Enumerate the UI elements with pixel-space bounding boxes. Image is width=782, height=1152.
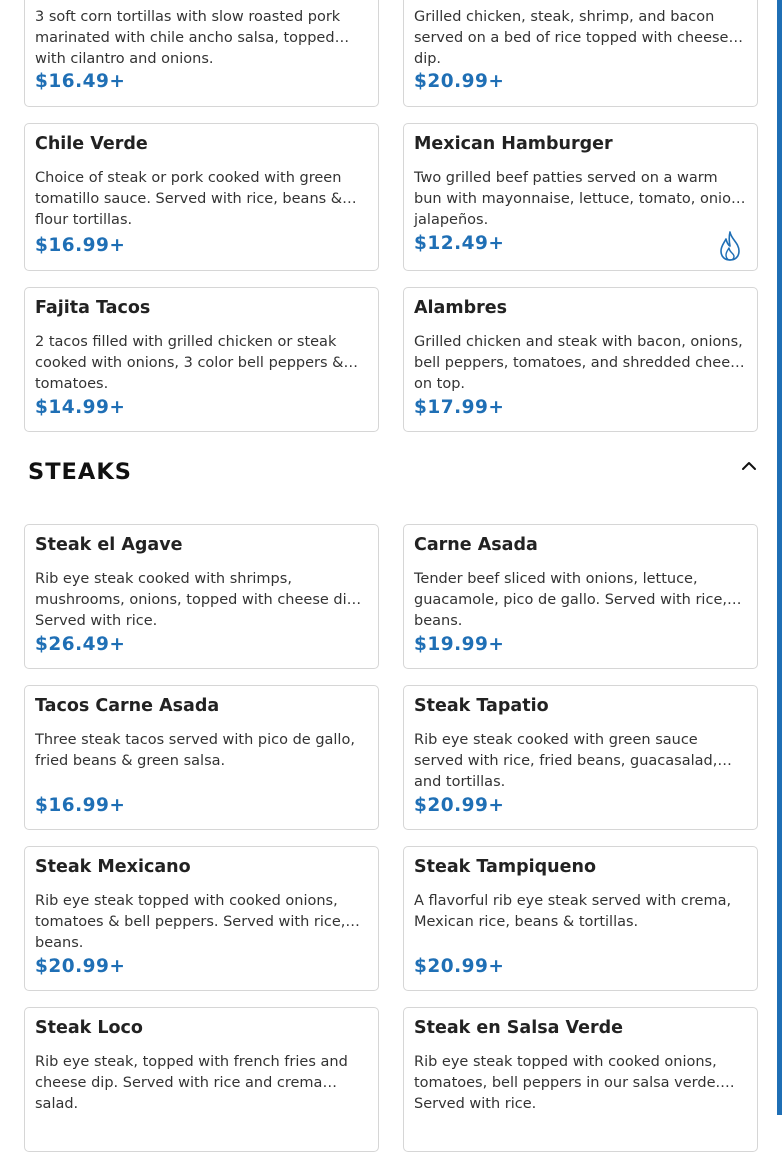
item-description: Two grilled beef patties served on a warm bun with mayonnaise, lettuce, tomato, onion, jalapeños. <box>414 170 745 228</box>
item-description: Choice of steak or pork cooked with green tomatillo sauce. Served with rice, beans & flour tortillas. <box>35 170 343 228</box>
menu-item-card[interactable] <box>403 846 758 991</box>
scrollbar[interactable] <box>777 0 782 1115</box>
item-name: Chile Verde <box>35 134 148 154</box>
menu-item-card[interactable] <box>24 846 379 991</box>
menu-item-card[interactable] <box>24 0 379 107</box>
item-price: $20.99+ <box>35 956 126 977</box>
item-name: Fajita Tacos <box>35 298 151 318</box>
item-description: Rib eye steak topped with cooked onions, tomatoes & bell peppers. Served with rice, beans. <box>35 893 346 951</box>
item-name: Steak el Agave <box>35 535 183 555</box>
item-price: $20.99+ <box>414 795 505 816</box>
item-name: Alambres <box>414 298 508 318</box>
menu-item-card[interactable] <box>403 524 758 669</box>
item-description: Rib eye steak cooked with green sauce served with rice, fried beans, guacasalad, and tortillas. <box>414 732 718 790</box>
item-price: $16.99+ <box>35 795 126 816</box>
menu-item-card[interactable] <box>24 1007 379 1152</box>
item-price: $16.99+ <box>35 235 126 256</box>
item-name: Tacos Carne Asada <box>35 696 220 716</box>
item-name: Steak Tampiqueno <box>414 857 596 877</box>
item-price: $20.99+ <box>414 956 505 977</box>
item-name: Carne Asada <box>414 535 538 555</box>
item-name: Steak Loco <box>35 1018 143 1038</box>
section-title: STEAKS <box>28 459 132 485</box>
menu-item-card[interactable] <box>403 0 758 107</box>
item-description: Grilled chicken and steak with bacon, onions, bell peppers, tomatoes, and shredded cheese on top. <box>414 334 747 392</box>
item-name: Steak Tapatio <box>414 696 549 716</box>
item-description: Rib eye steak, topped with french fries and cheese dip. Served with rice and crema salad. <box>35 1054 348 1112</box>
item-name: Steak Mexicano <box>35 857 191 877</box>
item-price: $12.49+ <box>414 233 505 254</box>
item-description: Rib eye steak topped with cooked onions, tomatoes, bell peppers in our salsa verde. Served with rice. <box>414 1054 721 1112</box>
item-description: Tender beef sliced with onions, lettuce, guacamole, pico de gallo. Served with rice, beans. <box>414 571 727 629</box>
item-price: $20.99+ <box>414 71 505 92</box>
item-price: $14.99+ <box>35 397 126 418</box>
item-price: $17.99+ <box>414 397 505 418</box>
menu-item-card[interactable] <box>403 123 758 271</box>
item-price: $19.99+ <box>414 634 505 655</box>
menu-item-card[interactable] <box>24 123 379 271</box>
menu-item-card[interactable] <box>403 287 758 432</box>
item-description: A flavorful rib eye steak served with crema, Mexican rice, beans & tortillas. <box>414 893 732 930</box>
menu-item-card[interactable] <box>403 685 758 830</box>
item-description: Rib eye steak cooked with shrimps, mushrooms, onions, topped with cheese dip. Served with rice. <box>35 571 361 629</box>
menu-item-card[interactable] <box>403 1007 758 1152</box>
menu-item-card[interactable] <box>24 287 379 432</box>
item-description: 3 soft corn tortillas with slow roasted pork marinated with chile ancho salsa, topped with cilantro and onions. <box>35 9 341 67</box>
item-price: $16.49+ <box>35 71 126 92</box>
menu-item-card[interactable] <box>24 685 379 830</box>
item-name: Steak en Salsa Verde <box>414 1018 624 1038</box>
flame-icon <box>717 230 743 262</box>
item-description: 2 tacos filled with grilled chicken or steak cooked with onions, 3 color bell peppers & tomatoes. <box>35 334 344 392</box>
item-price: $26.49+ <box>35 634 126 655</box>
item-description: Three steak tacos served with pico de gallo, fried beans & green salsa. <box>35 732 355 769</box>
item-description: Grilled chicken, steak, shrimp, and bacon served on a bed of rice topped with cheese dip. <box>414 9 729 67</box>
menu-item-card[interactable] <box>24 524 379 669</box>
collapse-chevron-up-icon[interactable] <box>740 458 758 474</box>
item-name: Mexican Hamburger <box>414 134 613 154</box>
